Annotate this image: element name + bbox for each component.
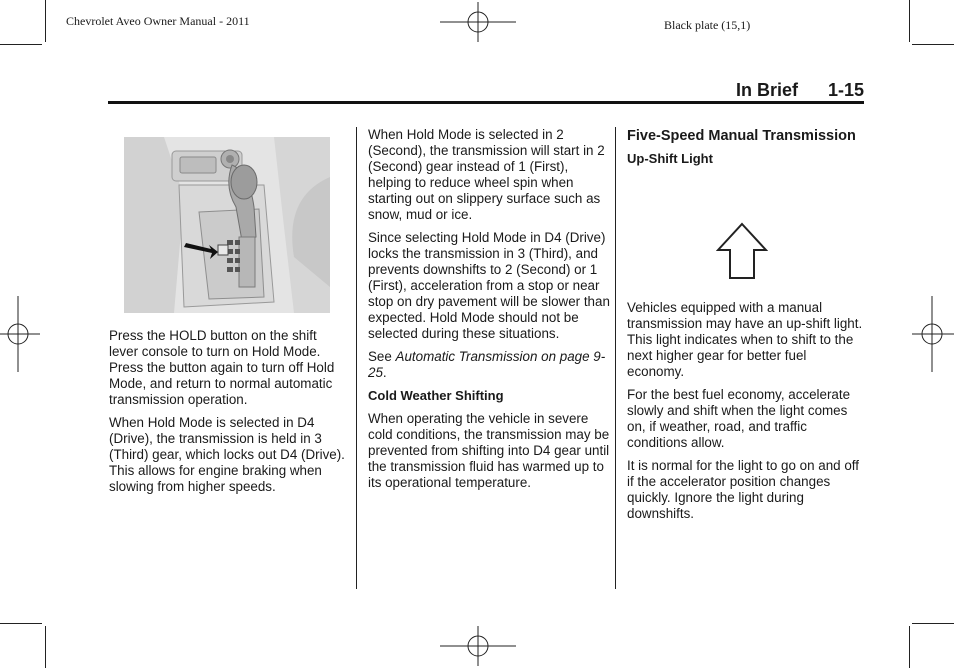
- shift-lever-console-illustration: [124, 137, 330, 313]
- hold-d4-paragraph: When Hold Mode is selected in D4 (Drive), the transmission is held in 3 (Third) gear, which locks out D4 (Drive). This allows for engine braking when slowing from higher speeds.: [109, 415, 345, 494]
- section-heading: [736, 80, 864, 101]
- registration-mark-top: [440, 2, 516, 42]
- column-3-body: [627, 300, 863, 529]
- column-3: [627, 127, 863, 174]
- hold-d4-acceleration-paragraph: Since selecting Hold Mode in D4 (Drive) locks the transmission in 3 (Third), and prevents downshifts to 2 (Second) or 1 (First), acceleration from a stop or near stop on dry pavement will be slower than expected. Hold Mode should not be selected during these situations.: [368, 230, 610, 341]
- crop-mark: [0, 623, 42, 624]
- cold-weather-heading: Cold Weather Shifting: [368, 388, 504, 403]
- crop-mark: [45, 626, 46, 668]
- column-divider: [615, 127, 616, 589]
- column-divider: [356, 127, 357, 589]
- crop-mark: [909, 626, 910, 668]
- hold-button-paragraph: Press the HOLD button on the shift lever console to turn on Hold Mode. Press the button again to turn off Hold Mode, and return to normal automatic transmission operation.: [109, 328, 335, 407]
- up-arrow-icon: [716, 222, 768, 280]
- registration-mark-right: [912, 296, 954, 372]
- crop-mark: [909, 0, 910, 42]
- crop-mark: [0, 44, 42, 45]
- column-1: [109, 328, 349, 502]
- see-reference: See Automatic Transmission on page 9-25.: [368, 349, 606, 380]
- registration-mark-bottom: [440, 626, 516, 666]
- hold-second-paragraph: When Hold Mode is selected in 2 (Second), the transmission will start in 2 (Second) gear instead of 1 (First), helping to reduce wheel spin when starting out on slippery surface such as snow, mud or ice.: [368, 127, 605, 222]
- five-speed-heading: Five-Speed Manual Transmission: [627, 128, 856, 144]
- crop-mark: [45, 0, 46, 42]
- header-rule: [108, 101, 864, 104]
- page-number: 1-15: [827, 80, 864, 100]
- section-title: In Brief: [735, 80, 798, 100]
- document-title: Chevrolet Aveo Owner Manual - 2011: [66, 14, 250, 28]
- registration-mark-left: [0, 296, 40, 372]
- cold-weather-paragraph: When operating the vehicle in severe cold conditions, the transmission may be prevented from shifting into D4 gear until the transmission fluid has warmed up to its operational temperature.: [368, 411, 610, 490]
- column-2: [368, 127, 610, 498]
- upshift-light-paragraph: Vehicles equipped with a manual transmission may have an up-shift light. This light indicates when to shift to the next higher gear for better fuel economy.: [627, 300, 863, 379]
- crop-mark: [912, 623, 954, 624]
- plate-label: Black plate (15,1): [664, 18, 751, 32]
- reference-link[interactable]: Automatic Transmission on page 9-25: [368, 349, 606, 380]
- upshift-light-heading: Up-Shift Light: [627, 151, 713, 166]
- crop-mark: [912, 44, 954, 45]
- light-behavior-paragraph: It is normal for the light to go on and off if the accelerator position changes quickly. Ignore the light during downshifts.: [627, 458, 859, 521]
- fuel-economy-paragraph: For the best fuel economy, accelerate slowly and shift when the light comes on, if weather, road, and traffic conditions allow.: [627, 387, 851, 450]
